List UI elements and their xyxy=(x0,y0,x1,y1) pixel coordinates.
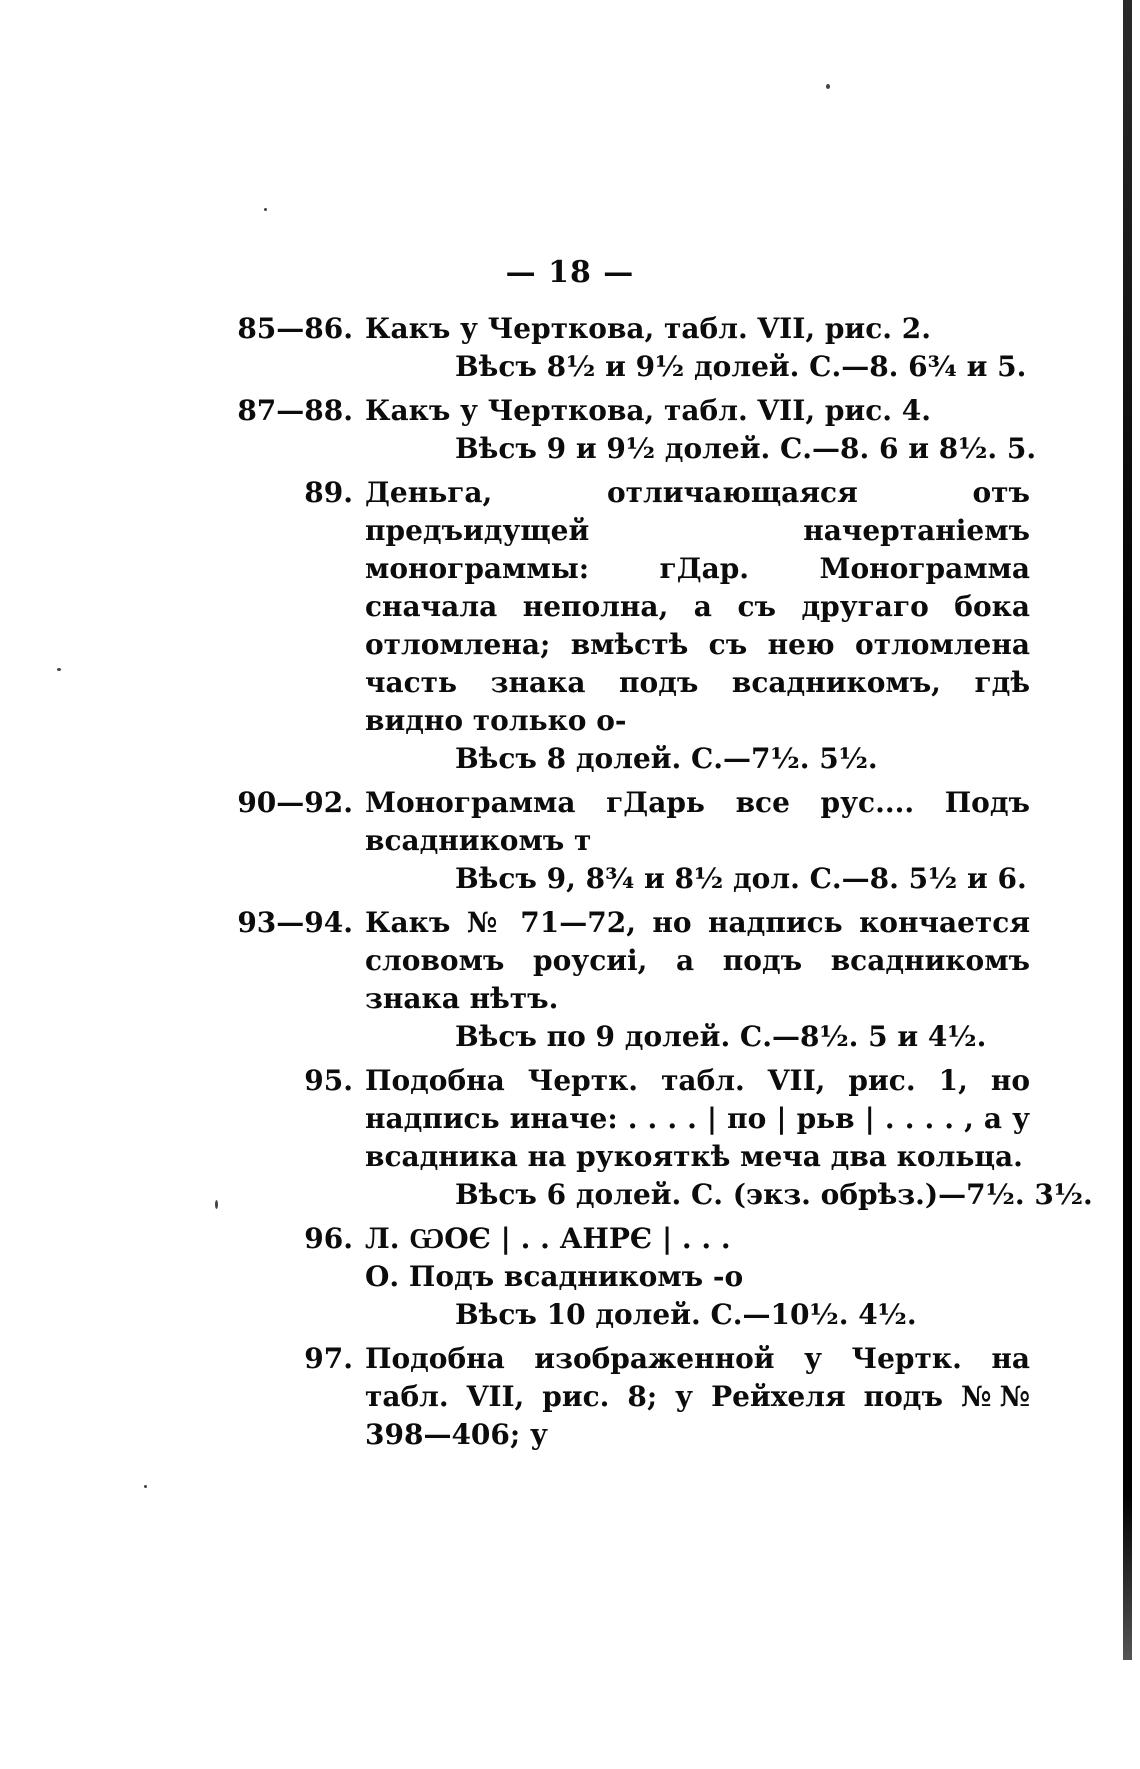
page-number: — 18 — xyxy=(505,255,635,290)
catalog-entry xyxy=(237,392,1037,468)
entry-weight: Вѣсъ по 9 долей. С.—8½. 5 и 4½. xyxy=(455,1020,987,1053)
scan-speck xyxy=(144,1485,147,1488)
entry-reverse-note: О. Подъ всадникомъ -о xyxy=(365,1260,744,1293)
entry-number: 89. xyxy=(304,476,353,509)
entry-weight: Вѣсъ 9 и 9½ долей. С.—8. 6 и 8½. 5. xyxy=(455,432,1037,465)
catalog-entry xyxy=(237,310,1030,386)
entry-obverse-legend: Л. ѠОЄ | . . АНРЄ | . . . xyxy=(365,1222,731,1255)
entry-number: 90—92. xyxy=(237,786,353,819)
scan-speck xyxy=(264,208,267,211)
entry-description: Подобна Чертк. табл. VII, рис. 1, но надпись иначе: . . . . | по | рьв | . . . . , а у всадника на рукояткѣ меча два кольца. xyxy=(365,1064,1030,1173)
entry-number: 85—86. xyxy=(237,312,353,345)
entry-description: Подобна изображенной у Чертк. на табл. VII, рис. 8; у Рейхеля подъ №№ 398—406; у xyxy=(365,1342,1030,1451)
entry-description: Какъ № 71—72, но надпись кончается словомъ роусиі, а подъ всадникомъ знака нѣтъ. xyxy=(365,906,1030,1015)
scan-speck xyxy=(57,668,61,671)
entry-weight: Вѣсъ 6 долей. С. (экз. обрѣз.)—7½. 3½. xyxy=(455,1178,1093,1211)
entry-description: Монограмма гДарь все рус.... Подъ всадникомъ т xyxy=(365,786,1030,857)
catalog-entry xyxy=(237,784,1030,898)
entry-weight: Вѣсъ 10 долей. С.—10½. 4½. xyxy=(455,1298,917,1331)
catalog-entries xyxy=(237,310,1093,1460)
catalog-entry xyxy=(304,1220,1030,1334)
entry-number: 96. xyxy=(304,1222,353,1255)
scan-speck xyxy=(826,84,830,89)
entry-weight: Вѣсъ 9, 8¾ и 8½ дол. С.—8. 5½ и 6. xyxy=(455,862,1027,895)
catalog-entry xyxy=(304,1062,1093,1214)
entry-number: 97. xyxy=(304,1342,353,1375)
entry-description: Какъ у Черткова, табл. VII, рис. 4. xyxy=(365,394,931,427)
catalog-entry xyxy=(304,1340,1030,1454)
catalog-entry xyxy=(304,474,1030,778)
entry-weight: Вѣсъ 8½ и 9½ долей. С.—8. 6¾ и 5. xyxy=(455,350,1027,383)
catalog-entry xyxy=(237,904,1030,1056)
entry-number: 93—94. xyxy=(237,906,353,939)
entry-description: Какъ у Черткова, табл. VII, рис. 2. xyxy=(365,312,931,345)
entry-weight: Вѣсъ 8 долей. С.—7½. 5½. xyxy=(455,742,878,775)
scan-edge-shadow xyxy=(1123,0,1132,1660)
entry-number: 95. xyxy=(304,1064,353,1097)
scan-speck xyxy=(215,1200,218,1209)
entry-number: 87—88. xyxy=(237,394,353,427)
entry-description: Деньга, отличающаяся отъ предъидущей начертаніемъ монограммы: гДар. Монограмма сначала неполна, а съ другаго бока отломлена; вмѣстѣ съ нею отломлена часть знака подъ всадникомъ, гдѣ видно только о- xyxy=(365,476,1030,737)
